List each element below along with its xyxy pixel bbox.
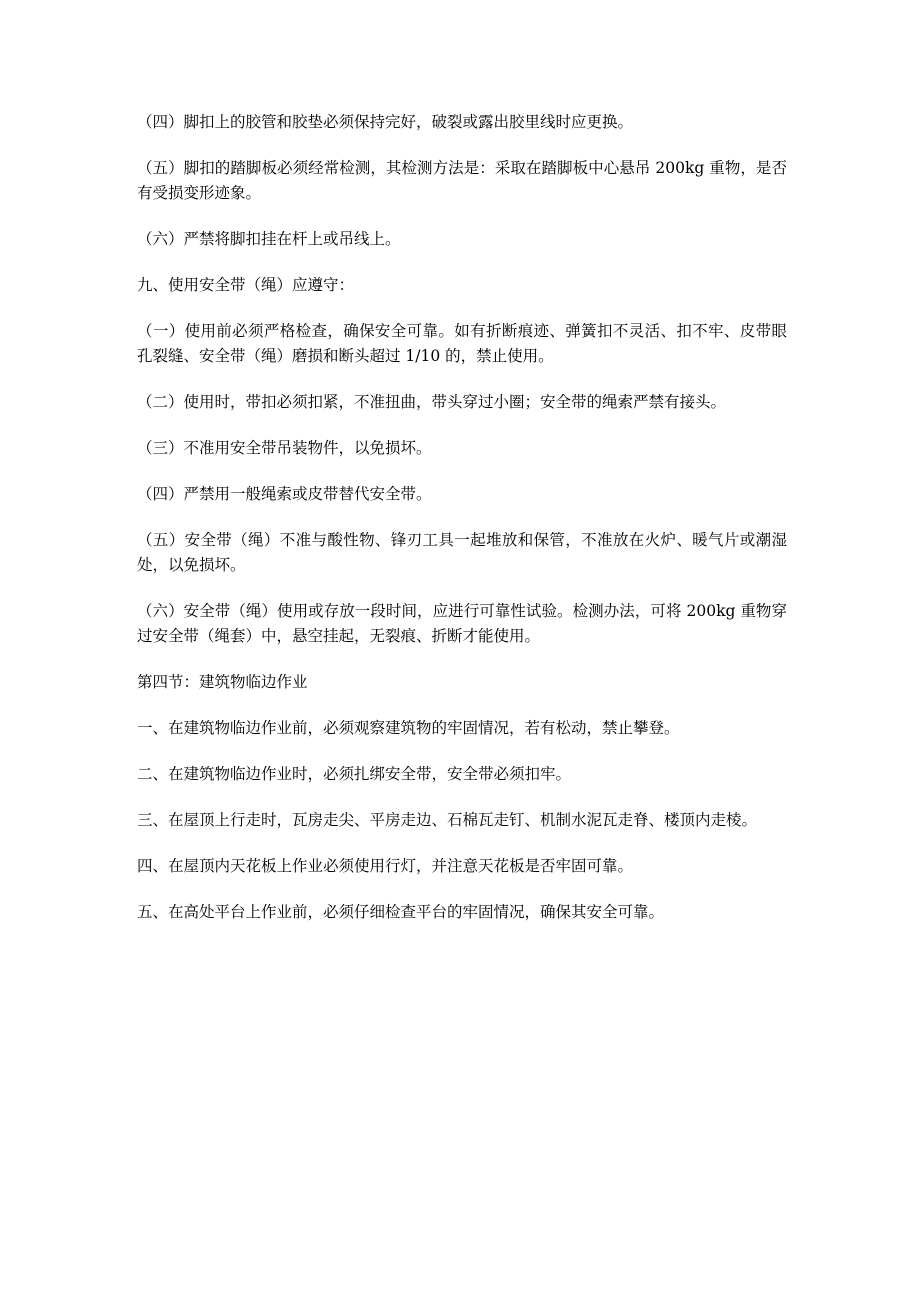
paragraph-footbuckle-hanging: （六）严禁将脚扣挂在杆上或吊线上。 (137, 230, 401, 248)
paragraph-roof-walking: 三、在屋顶上行走时，瓦房走尖、平房走边、石棉瓦走钉、机制水泥瓦走脊、楼顶内走棱。 (137, 811, 758, 829)
paragraph-platform-check: 五、在高处平台上作业前，必须仔细检查平台的牢固情况，确保其安全可靠。 (137, 903, 665, 921)
paragraph-belt-fastening: （二）使用时，带扣必须扣紧，不准扭曲，带头穿过小圈；安全带的绳索严禁有接头。 (137, 393, 727, 411)
section-heading-building-edge: 第四节：建筑物临边作业 (137, 673, 308, 691)
paragraph-belt-storage: （五）安全带（绳）不准与酸性物、锋刃工具一起堆放和保管，不准放在火炉、暖气片或潮湿处，以免损坏。 (137, 531, 787, 574)
paragraph-belt-inspection: （一）使用前必须严格检查，确保安全可靠。如有折断痕迹、弹簧扣不灵活、扣不牢、皮带眼孔裂缝、安全带（绳）磨损和断头超过 1/10 的，禁止使用。 (137, 322, 787, 365)
paragraph-footbuckle-rubber: （四）脚扣上的胶管和胶垫必须保持完好，破裂或露出胶里线时应更换。 (137, 113, 634, 131)
paragraph-belt-no-substitute: （四）严禁用一般绳索或皮带替代安全带。 (137, 485, 432, 503)
paragraph-belt-reliability-test: （六）安全带（绳）使用或存放一段时间，应进行可靠性试验。检测办法，可将 200kg 重物穿过安全带（绳套）中，悬空挂起，无裂痕、折断才能使用。 (137, 602, 787, 645)
paragraph-ceiling-lamp: 四、在屋顶内天花板上作业必须使用行灯，并注意天花板是否牢固可靠。 (137, 857, 634, 875)
document-body (137, 110, 787, 946)
paragraph-footbuckle-pedal-test: （五）脚扣的踏脚板必须经常检测，其检测方法是：采取在踏脚板中心悬吊 200kg 重物，是否有受损变形迹象。 (137, 159, 787, 202)
paragraph-edge-inspection: 一、在建筑物临边作业前，必须观察建筑物的牢固情况，若有松动，禁止攀登。 (137, 719, 680, 737)
section-heading-safety-belt: 九、使用安全带（绳）应遵守： (137, 276, 355, 294)
paragraph-belt-no-lifting: （三）不准用安全带吊装物件，以免损坏。 (137, 439, 432, 457)
paragraph-edge-safety-belt: 二、在建筑物临边作业时，必须扎绑安全带，安全带必须扣牢。 (137, 765, 572, 783)
